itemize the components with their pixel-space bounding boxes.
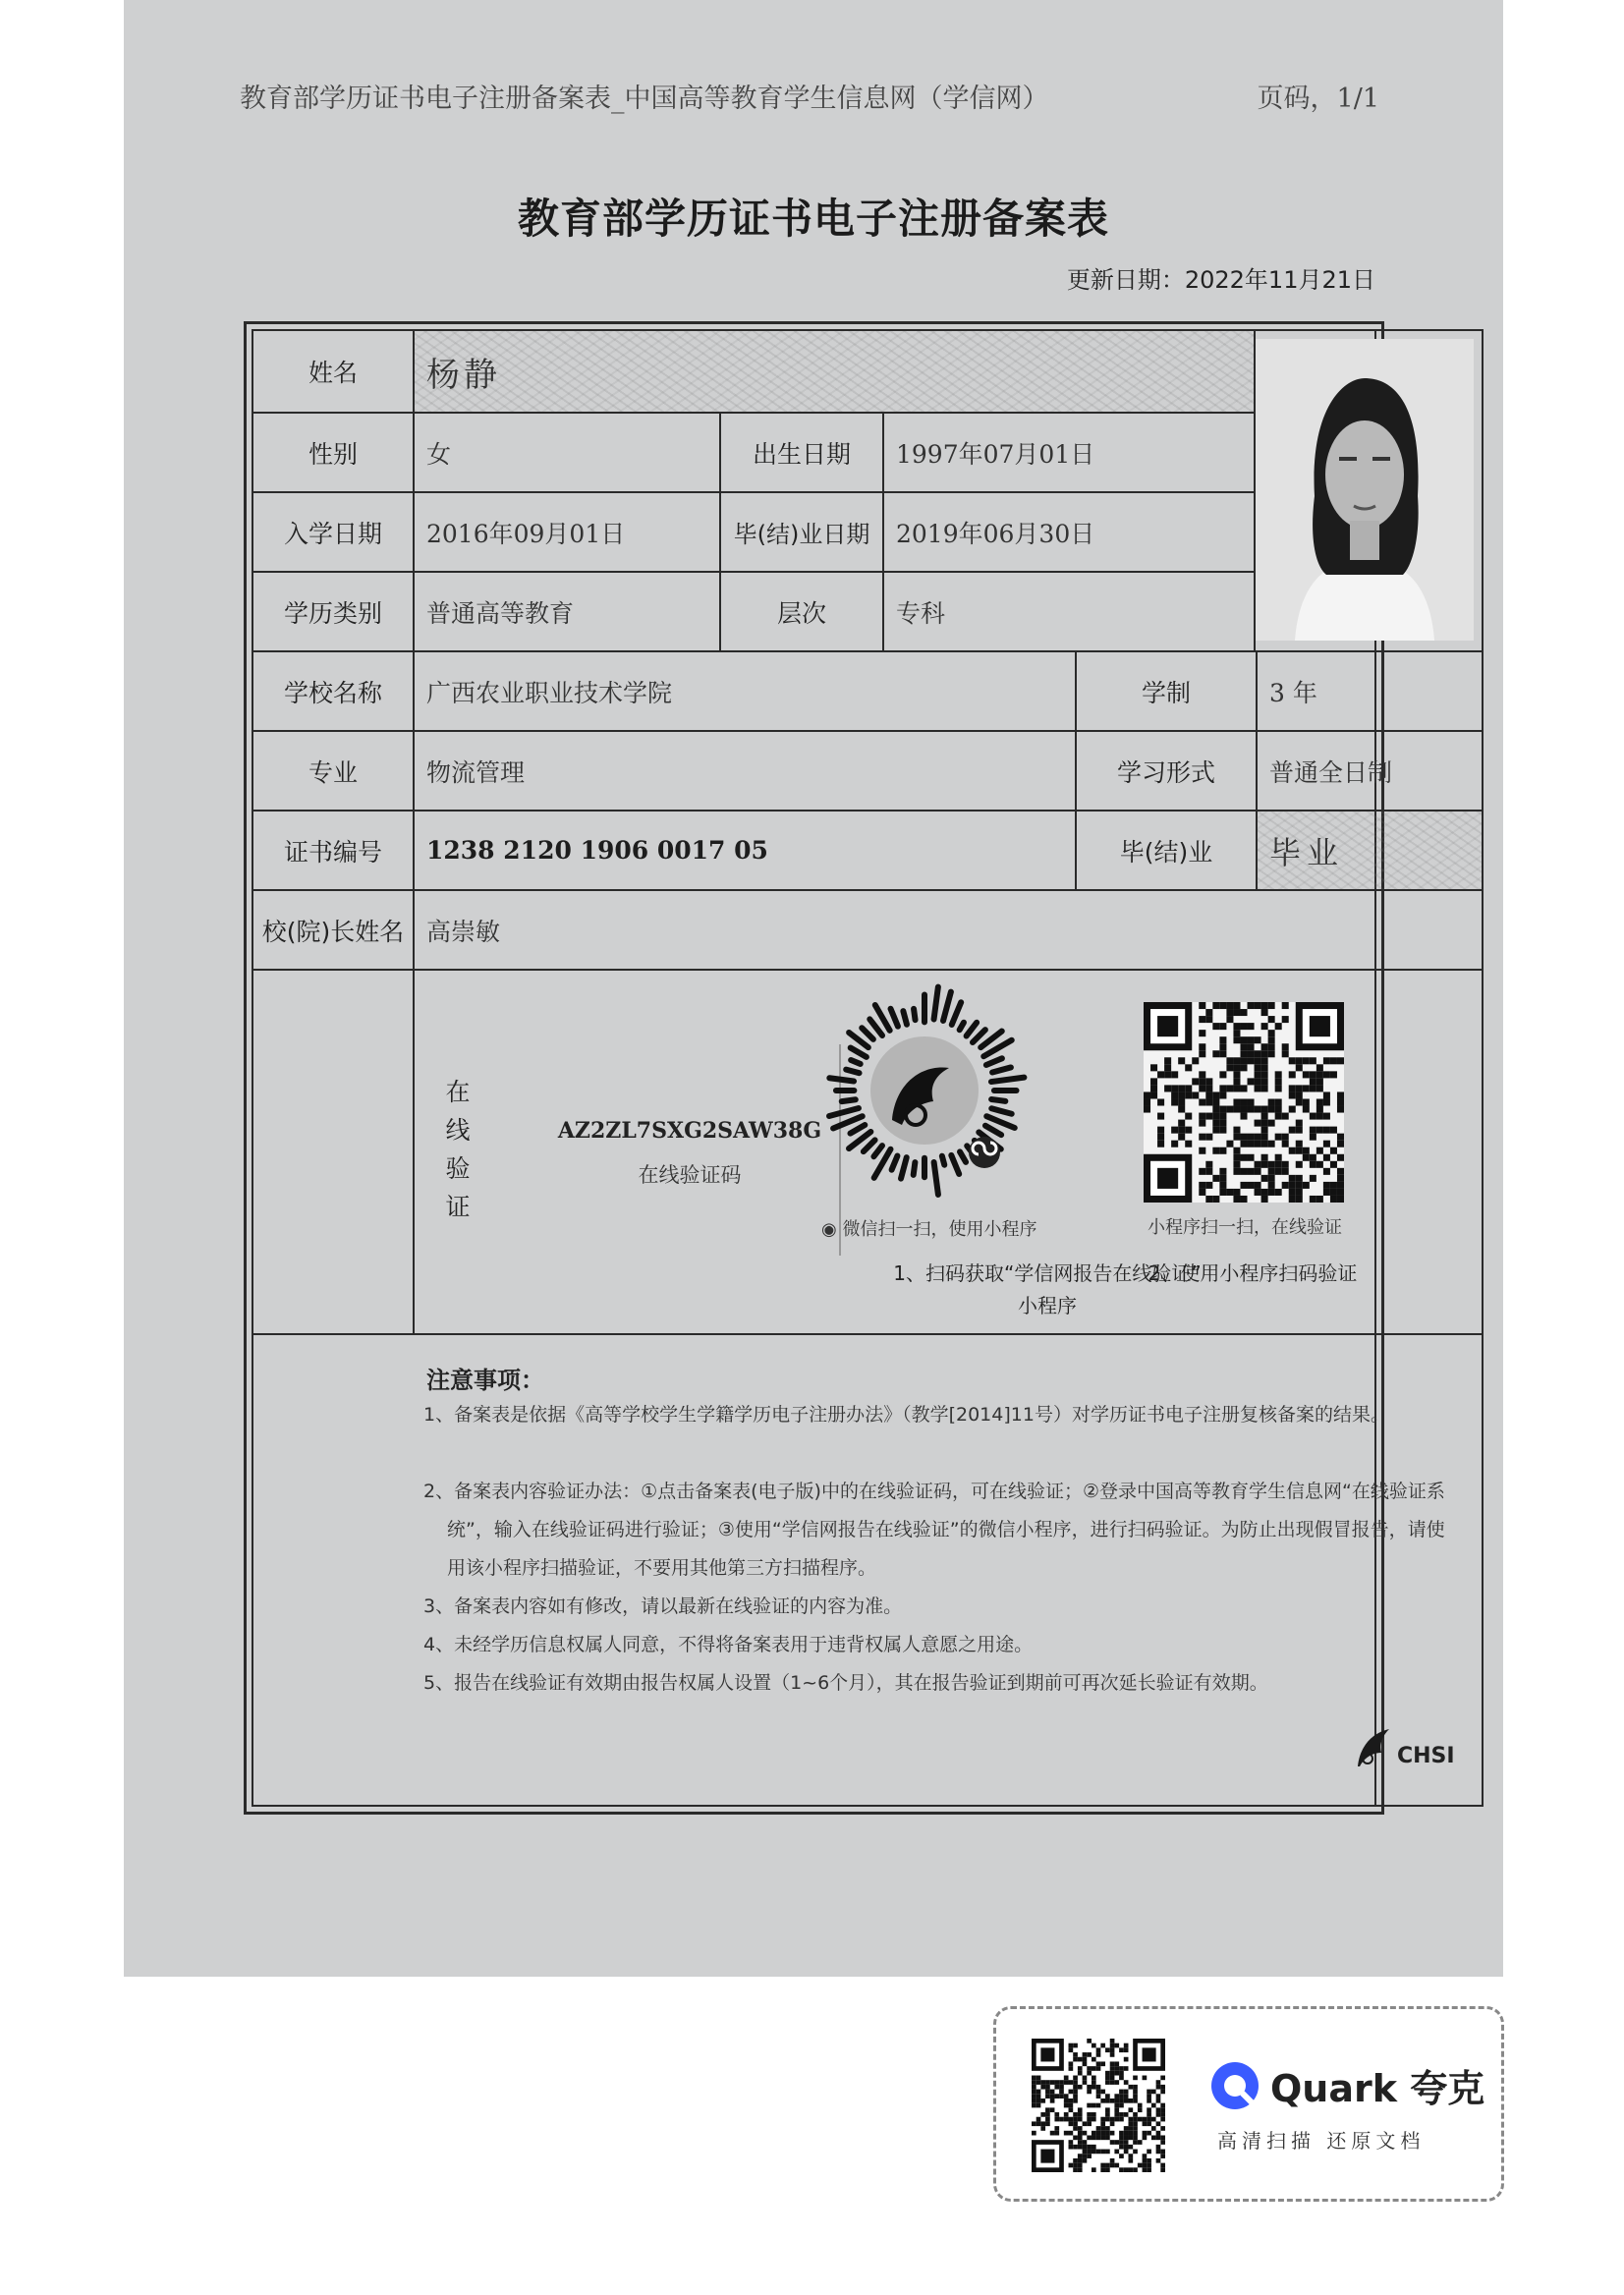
chsi-logo [1354,1719,1455,1768]
edu-type-label: 学历类别 [252,571,415,652]
step1-line1: 1、扫码获取“学信网报告在线验证” [893,1261,1202,1285]
note-item-2: 2、备案表内容验证办法：①点击备案表(电子版)中的在线验证码，可在线验证；②登录中国高等教育学生信息网“在线验证系统”，输入在线验证码进行验证；③使用“学信网报告在线验证”的微信小程序，进行扫码验证。为防止出现假冒报告，请使用该小程序扫描验证，不要用其他第三方扫描程序。 [423,1481,1445,1579]
school-value: 广西农业职业技术学院 [413,650,1077,732]
birth-value: 1997年07月01日 [882,412,1256,493]
level-label: 层次 [719,571,884,652]
name-value: 杨静 [413,329,1256,414]
note-item-5: 5、报告在线验证有效期由报告权属人设置（1~6个月），其在报告验证到期前可再次延长验证有效期。 [423,1672,1268,1694]
note-item-4: 4、未经学历信息权属人同意，不得将备案表用于违背权属人意愿之用途。 [423,1634,1034,1655]
update-date: 更新日期：2022年11月21日 [1066,266,1375,294]
mini-program-code-icon[interactable] [812,978,1037,1203]
verify-label-char-4: 证 [445,1193,471,1221]
verify-label-char-1: 在 [445,1078,471,1106]
enroll-value: 2016年09月01日 [413,491,721,573]
grad-date-label: 毕(结)业日期 [719,491,884,573]
cert-no-value: 1238 2120 1906 0017 05 [413,810,1077,891]
chsi-logo-text: CHSI [1397,1744,1455,1768]
grad-date-value: 2019年06月30日 [882,491,1256,573]
step1-line2: 小程序 [1018,1294,1077,1317]
quark-logo-icon [1209,2060,1260,2111]
gender-label: 性别 [252,412,415,493]
status-label: 毕(结)业 [1075,810,1258,891]
president-value: 高崇敏 [413,889,1484,971]
status-value: 毕业 [1256,810,1484,891]
major-value: 物流管理 [413,730,1077,812]
wechat-mini-program-icon: ◉ [821,1219,837,1240]
verify-label [371,1073,544,1226]
quark-tagline: 高清扫描 还原文档 [1217,2129,1426,2153]
quark-qr-code[interactable] [1032,2039,1165,2172]
document-title: 教育部学历证书电子注册备案表 [517,195,1109,243]
student-photo [1256,339,1474,641]
mini-qr-caption-text: 微信扫一扫，使用小程序 [842,1219,1037,1240]
study-form-value: 普通全日制 [1256,730,1484,812]
name-label: 姓名 [252,329,415,414]
header-page-number: 页码，1/1 [1257,84,1379,114]
quark-brand: Quark 夸克 [1270,2067,1485,2110]
header-site-title: 教育部学历证书电子注册备案表_中国高等教育学生信息网（学信网） [240,84,1049,114]
document-paper [124,0,1503,1977]
gender-value: 女 [413,412,721,493]
enroll-label: 入学日期 [252,491,415,573]
president-label: 校(院)长姓名 [252,889,415,971]
school-label: 学校名称 [252,650,415,732]
edu-type-value: 普通高等教育 [413,571,721,652]
verify-qr-code[interactable] [1144,1002,1344,1203]
note-item-3: 3、备案表内容如有修改，请以最新在线验证的内容为准。 [423,1595,903,1617]
quark-watermark [993,2006,1504,2202]
study-form-label: 学习形式 [1075,730,1258,812]
verify-code-label: 在线验证码 [638,1163,742,1187]
verify-code[interactable]: AZ2ZL7SXG2SAW38G [557,1118,822,1144]
birth-label: 出生日期 [719,412,884,493]
level-value: 专科 [882,571,1256,652]
duration-value: 3 年 [1256,650,1484,732]
qr-caption: 小程序扫一扫，在线验证 [1148,1217,1342,1238]
major-label: 专业 [252,730,415,812]
note-item-1: 1、备案表是依据《高等学校学生学籍学历电子注册办法》（教学[2014]11号）对学历证书电子注册复核备案的结果。 [423,1404,1389,1426]
cert-no-label: 证书编号 [252,810,415,891]
duration-label: 学制 [1075,650,1258,732]
step2-caption: 2、使用小程序扫码验证 [1148,1261,1358,1285]
verify-label-char-2: 线 [445,1116,471,1145]
verify-label-char-3: 验 [445,1154,471,1183]
notes-title: 注意事项： [426,1367,544,1394]
mini-qr-caption [821,1215,1036,1241]
chsi-bird-icon [1354,1719,1393,1768]
quark-logo [1209,2058,1484,2112]
